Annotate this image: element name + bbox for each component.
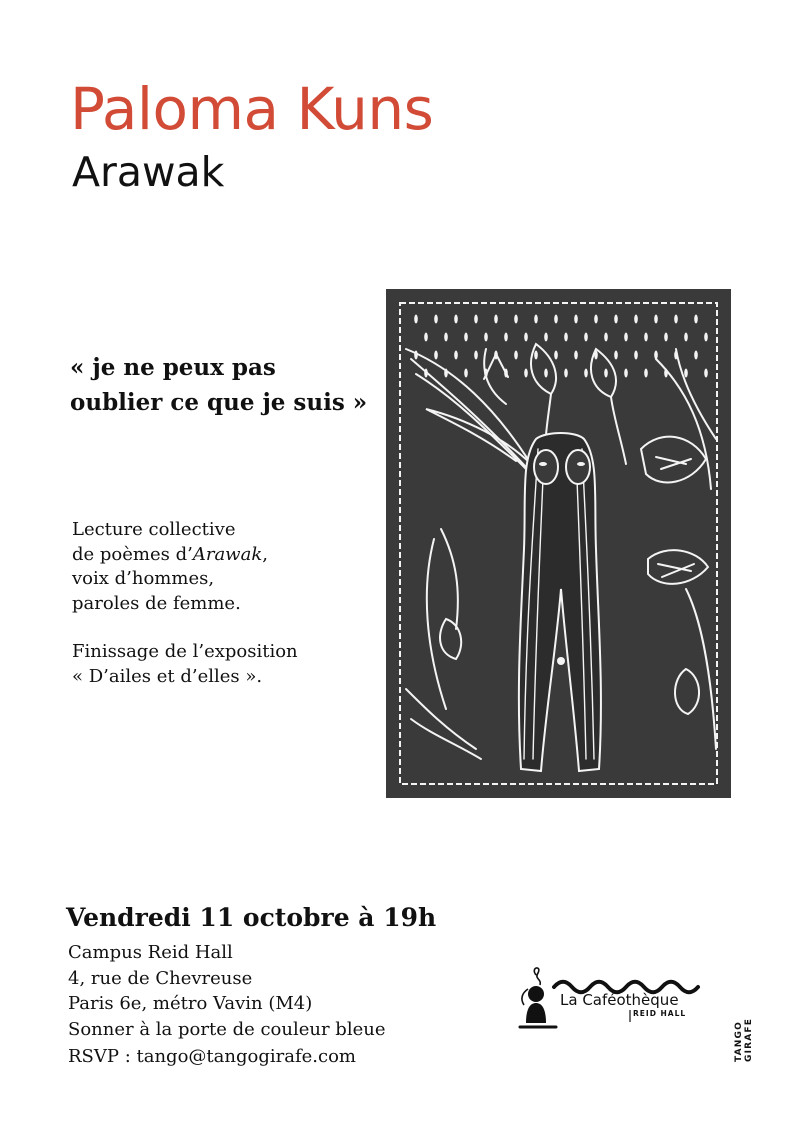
rain-mark [704, 333, 708, 342]
publisher-mark: TANGO GIRAFE [734, 1017, 754, 1062]
description-line-5: Finissage de l’exposition [72, 641, 298, 662]
quote-line-2: oublier ce que je suis » [70, 389, 368, 416]
rain-mark [704, 369, 708, 378]
rain-mark [464, 333, 468, 342]
rain-mark [514, 315, 518, 324]
exhibition-title: Arawak [72, 148, 225, 196]
description-line-4: paroles de femme. [72, 592, 241, 614]
event-date: Vendredi 11 octobre à 19h [66, 903, 437, 932]
rain-mark [474, 351, 478, 360]
rain-mark [584, 333, 588, 342]
rain-mark [454, 315, 458, 324]
description-line-2-prefix: de poèmes d’ [72, 543, 193, 565]
rain-mark [414, 315, 418, 324]
logo-subtitle: REID HALL [633, 1009, 687, 1018]
linocut-illustration [386, 289, 731, 798]
rain-mark [554, 315, 558, 324]
description [72, 518, 372, 689]
rain-mark [534, 315, 538, 324]
rain-mark [674, 315, 678, 324]
address-line-1: Campus Reid Hall [68, 942, 233, 963]
rain-mark [604, 369, 608, 378]
rain-mark [574, 351, 578, 360]
description-line-3: voix d’hommes, [72, 568, 215, 589]
address-line-2: 4, rue de Chevreuse [68, 967, 253, 989]
description-line-2-suffix: , [262, 543, 268, 565]
description-line-6: « D’ailes et d’elles ». [72, 665, 263, 687]
rain-mark [644, 333, 648, 342]
author-name: Paloma Kuns [70, 75, 434, 143]
rain-mark [584, 369, 588, 378]
rain-mark [684, 333, 688, 342]
rain-mark [434, 315, 438, 324]
rain-mark [524, 333, 528, 342]
rain-mark [564, 369, 568, 378]
description-line-1: Lecture collective [72, 519, 236, 540]
rain-mark [564, 333, 568, 342]
rain-mark [504, 333, 508, 342]
rain-mark [544, 369, 548, 378]
rain-mark [694, 351, 698, 360]
quote-line-1: « je ne peux pas [70, 354, 276, 381]
rain-mark [574, 315, 578, 324]
rain-mark [634, 351, 638, 360]
rain-mark [534, 351, 538, 360]
description-line-2-italic: Arawak [192, 543, 263, 565]
rain-mark [524, 369, 528, 378]
rain-mark [624, 369, 628, 378]
rain-mark [554, 351, 558, 360]
rain-mark [694, 315, 698, 324]
address-line-3: Paris 6e, métro Vavin (M4) [68, 993, 313, 1014]
quote [70, 350, 390, 420]
rsvp-contact: RSVP : tango@tangogirafe.com [68, 1046, 356, 1067]
rain-mark [614, 315, 618, 324]
rain-mark [434, 351, 438, 360]
rain-mark [474, 315, 478, 324]
rain-mark [464, 369, 468, 378]
rain-mark [614, 351, 618, 360]
rain-mark [514, 351, 518, 360]
rain-mark [484, 333, 488, 342]
address-line-4: Sonner à la porte de couleur bleue [68, 1018, 386, 1040]
linocut-artwork [386, 289, 731, 798]
rain-mark [634, 315, 638, 324]
rain-mark [624, 333, 628, 342]
rain-mark [454, 351, 458, 360]
rain-mark [604, 333, 608, 342]
rain-mark [594, 315, 598, 324]
rain-mark [664, 333, 668, 342]
rain-mark [444, 333, 448, 342]
logo-name: La Caféothèque [560, 991, 679, 1009]
rain-mark [544, 333, 548, 342]
rain-mark [684, 369, 688, 378]
rain-mark [654, 315, 658, 324]
description-line-2 [72, 543, 372, 568]
rain-mark [424, 333, 428, 342]
event-address [68, 940, 385, 1042]
rain-mark [644, 369, 648, 378]
rain-mark [494, 315, 498, 324]
